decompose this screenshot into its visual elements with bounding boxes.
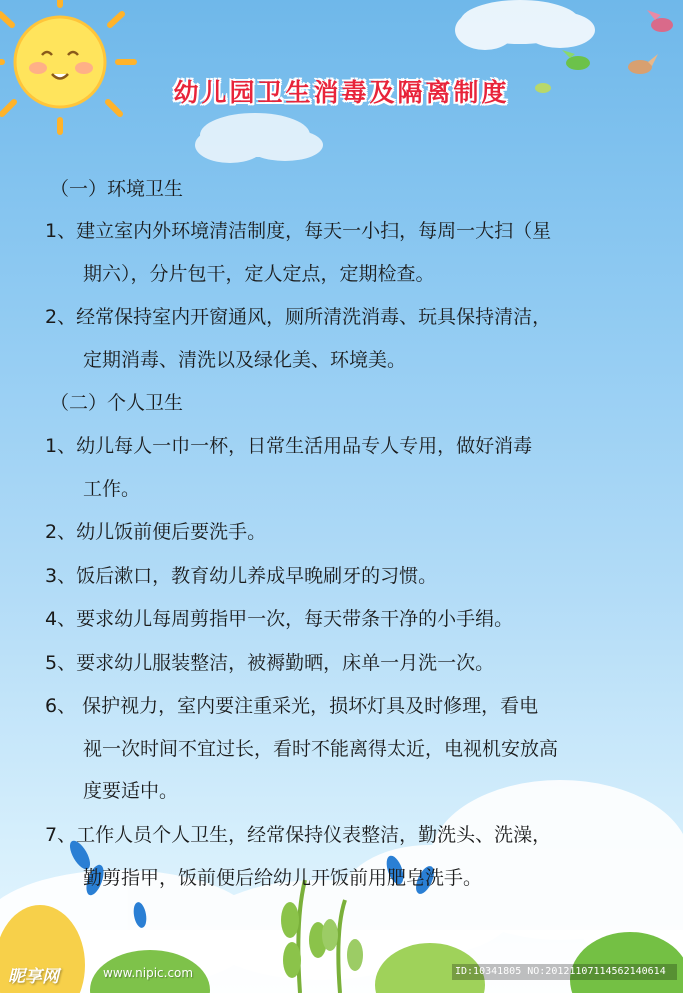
rule-item: 2、经常保持室内开窗通风，厕所清洗消毒、玩具保持清洁，: [45, 306, 552, 328]
rule-item-continuation: 期六），分片包干，定人定点，定期检查。: [83, 263, 435, 285]
section-heading: （一）环境卫生: [50, 178, 184, 200]
rule-item-continuation: 视一次时间不宜过长，看时不能离得太近，电视机安放高: [83, 738, 559, 760]
section-heading: （二）个人卫生: [50, 392, 184, 414]
cloud-icon: [455, 0, 595, 50]
sun-icon: [0, 0, 134, 132]
watermark-id: ID:10341805 NO:20121107114562140614: [452, 964, 677, 980]
rule-item: 2、幼儿饭前便后要洗手。: [45, 521, 267, 543]
rule-item-continuation: 勤剪指甲，饭前便后给幼儿开饭前用肥皂洗手。: [83, 867, 483, 889]
rule-item: 1、建立室内外环境清洁制度，每天一小扫，每周一大扫（星: [45, 220, 552, 242]
rule-item: 6、 保护视力，室内要注重采光，损坏灯具及时修理，看电: [45, 695, 539, 717]
rule-item-continuation: 定期消毒、清洗以及绿化美、环境美。: [83, 349, 407, 371]
watermark-logo: 昵享网: [8, 967, 59, 987]
rule-item-continuation: 工作。: [83, 478, 141, 500]
rule-item-continuation: 度要适中。: [83, 780, 179, 802]
bird-icon: [647, 10, 673, 32]
rule-item: 3、饭后漱口，教育幼儿养成早晚刷牙的习惯。: [45, 565, 438, 587]
rule-item: 5、要求幼儿服装整洁，被褥勤晒，床单一月洗一次。: [45, 652, 495, 674]
rule-item: 1、幼儿每人一巾一杯，日常生活用品专人专用，做好消毒: [45, 435, 533, 457]
page-title: 幼儿园卫生消毒及隔离制度: [173, 78, 510, 107]
bird-icon: [628, 54, 658, 74]
cloud-icon: [195, 113, 323, 163]
watermark-url: www.nipic.com: [103, 966, 194, 980]
rule-item: 7、工作人员个人卫生，经常保持仪表整洁，勤洗头、洗澡，: [45, 824, 552, 846]
rule-item: 4、要求幼儿每周剪指甲一次，每天带条干净的小手绢。: [45, 608, 514, 630]
bird-icon: [562, 50, 590, 70]
